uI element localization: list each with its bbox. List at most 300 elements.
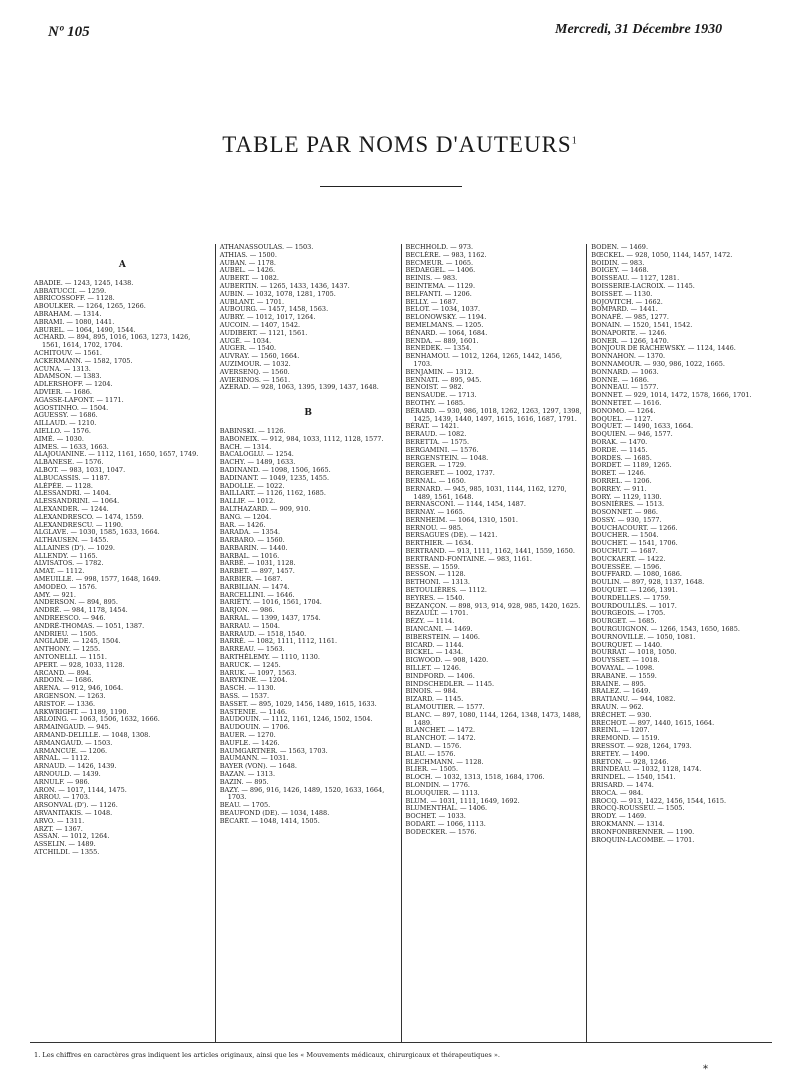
- author-entry: BROCQ-ROUSSEU. — 1505.: [591, 804, 685, 813]
- author-entry: AMY. — 921.: [34, 590, 76, 599]
- author-entry: BONJOUR DE RACHEWSKY. — 1124, 1446.: [591, 344, 736, 353]
- author-entry: BEMELMANS. — 1205.: [405, 320, 484, 329]
- author-entry: AUBRY. — 1012, 1017, 1264.: [219, 313, 316, 322]
- issue-number: Nº 105: [48, 24, 90, 40]
- author-entry: BARADA. — 1354.: [219, 528, 281, 537]
- author-entry: BERAUD. — 1082.: [405, 430, 467, 439]
- author-entry: ACHARD. — 894, 895, 1016, 1063, 1273, 1426, 1561, 1614, 1702, 1704.: [34, 333, 191, 350]
- author-entry: BOUESSÉE. — 1596.: [591, 562, 662, 571]
- author-entry: AMEUILLE. — 998, 1577, 1648, 1649.: [34, 575, 161, 584]
- author-entry: BENHAMOU. — 1012, 1264, 1265, 1442, 1456, 1703.: [405, 352, 562, 368]
- author-entry: BARRAU. — 1504.: [219, 621, 280, 630]
- author-entry: BEDAEGEL. — 1406.: [405, 266, 476, 275]
- author-entry: APERT. — 928, 1033, 1128.: [34, 660, 125, 669]
- author-entry: ALAJOUANINE. — 1112, 1161, 1650, 1657, 1749.: [34, 450, 199, 459]
- author-entry: AIMÉ. — 1030.: [34, 434, 84, 443]
- author-entry: BAILLART. — 1126, 1162, 1685.: [219, 489, 326, 498]
- author-entry: AUBERT. — 1082.: [219, 274, 279, 283]
- author-entry: BARBET. — 897, 1457.: [219, 567, 295, 576]
- author-entry: BERGAMINI. — 1576.: [405, 445, 479, 454]
- author-entry: AUBAN. — 1178.: [219, 258, 276, 267]
- author-entry: BRALEZ. — 1649.: [591, 687, 651, 696]
- author-entry: BREINL. — 1207.: [591, 726, 650, 735]
- author-entry: BENJAMIN. — 1312.: [405, 367, 474, 376]
- author-entry: BOVAYAL. — 1098.: [591, 664, 655, 673]
- author-entry: ATHIAS. — 1500.: [219, 250, 277, 259]
- author-entry: BONNARD. — 1063.: [591, 367, 659, 376]
- author-entry: BASTENIE. — 1146.: [219, 707, 288, 716]
- section-letter: A: [118, 260, 126, 270]
- author-entry: ARGENSON. — 1263.: [34, 692, 106, 701]
- author-entry: BARBARIN. — 1440.: [219, 543, 288, 552]
- author-entry: ALEXANDER. — 1244.: [34, 504, 109, 513]
- footnote-rule: [30, 1042, 772, 1043]
- author-entry: BOURGET. — 1685.: [591, 617, 657, 626]
- author-entry: BLOUQUIER. — 1113.: [405, 788, 480, 797]
- author-entry: BELONOWSKY. — 1194.: [405, 313, 487, 322]
- author-entry: AGUESSY. — 1686.: [34, 411, 98, 420]
- author-entry: AUZIMOUR. — 1032.: [219, 359, 291, 368]
- author-entry: ANDRIEU. — 1505.: [34, 629, 98, 638]
- author-entry: AUBEL. — 1426.: [219, 266, 276, 275]
- author-entry: BERSAGUES (DE). — 1421.: [405, 531, 498, 540]
- author-entry: BOUCHACOURT. — 1266.: [591, 523, 678, 532]
- author-entry: BICKEL. — 1434.: [405, 648, 464, 657]
- author-entry: ABOULKER. — 1264, 1265, 1266.: [34, 302, 146, 311]
- author-entry: BOUYSSET. — 1018.: [591, 656, 660, 665]
- author-entry: BOJOVITCH. — 1662.: [591, 297, 663, 306]
- author-entry: BONOMO. — 1264.: [591, 406, 656, 415]
- author-entry: BOISSEAU. — 1127, 1281.: [591, 274, 680, 283]
- author-entry: BONAIN. — 1520, 1541, 1542.: [591, 320, 693, 329]
- author-entry: ABBATUCCI. — 1259.: [34, 286, 107, 295]
- author-entry: BELOT. — 1034, 1037.: [405, 305, 481, 314]
- author-entry: ASSAN. — 1012, 1264.: [34, 832, 110, 841]
- author-entry: BRECHOT. — 897, 1440, 1615, 1664.: [591, 718, 715, 727]
- section-letter: B: [304, 408, 312, 419]
- author-entry: ATCHILDI. — 1355.: [34, 847, 100, 856]
- author-entry: AUGÉ. — 1034.: [219, 336, 272, 345]
- author-entry: BOQUET. — 1490, 1633, 1664.: [591, 422, 694, 431]
- author-entry: BINDFORD. — 1406.: [405, 671, 475, 680]
- author-entry: BONNE. — 1686.: [591, 375, 649, 384]
- author-entry: BŒCKEL. — 928, 1050, 1144, 1457, 1472.: [591, 250, 733, 259]
- author-entry: BEZANÇON. — 898, 913, 914, 928, 985, 1420, 1625.: [405, 601, 581, 610]
- author-entry: BETHONI. — 1313.: [405, 578, 470, 587]
- author-entry: BINOIS. — 984.: [405, 687, 458, 696]
- author-entry: BRETEY. — 1490.: [591, 749, 650, 758]
- author-entry: BRABANE. — 1559.: [591, 671, 657, 680]
- author-entry: BORY. — 1129, 1130.: [591, 492, 662, 501]
- author-entry: BENEDEK. — 1354.: [405, 344, 472, 353]
- author-entry: BORDE. — 1145.: [591, 445, 648, 454]
- author-entry: BOIDIN. — 983.: [591, 258, 645, 267]
- author-entry: BOURDELLES. — 1759.: [591, 593, 671, 602]
- index-column-2: [215, 244, 401, 1042]
- author-entry: BADINAND. — 1098, 1506, 1665.: [219, 465, 331, 474]
- author-entry: ADVIER. — 1686.: [34, 387, 92, 396]
- author-entry: BARCELLINI. — 1646.: [219, 590, 295, 599]
- author-entry: BOISSERIE-LACROIX. — 1145.: [591, 281, 695, 290]
- author-entry: BRINDEL. — 1540, 1541.: [591, 773, 676, 782]
- author-entry: BOUCKAERT. — 1422.: [591, 554, 666, 563]
- author-entry: BASS. — 1537.: [219, 692, 270, 701]
- author-index-columns: [30, 244, 772, 1042]
- author-entry: ARZT. — 1367.: [34, 824, 83, 833]
- author-entry: ALÉPÉE. — 1128.: [34, 481, 93, 490]
- author-entry: ARNOULD. — 1439.: [34, 770, 101, 778]
- author-entry: ARVANITAKIS. — 1048.: [34, 808, 113, 817]
- author-entry: BLIER. — 1505.: [405, 765, 459, 774]
- author-entry: BABINSKI. — 1126.: [219, 426, 286, 435]
- author-entry: ACKERMANN. — 1582, 1705.: [34, 356, 133, 365]
- index-column-1: [30, 244, 215, 1042]
- author-entry: BARRAUD. — 1518, 1540.: [219, 629, 307, 638]
- author-entry: ANTHONY. — 1255.: [34, 645, 101, 654]
- author-entry: AGOSTINHO. — 1504.: [34, 403, 109, 412]
- author-entry: ADLERSHOFF. — 1204.: [34, 380, 113, 389]
- author-entry: BACH. — 1314.: [219, 442, 272, 451]
- author-entry: BONAFÉ. — 985, 1277.: [591, 313, 669, 322]
- author-entry: BLONDIN. — 1776.: [405, 780, 470, 789]
- author-entry: ARMAINGAUD. — 945.: [34, 723, 111, 732]
- author-entry: BLUMENTHAL. — 1406.: [405, 804, 488, 813]
- author-entry: BRAUN. — 962.: [591, 703, 644, 712]
- author-entry: BAUDOUIN. — 1112, 1161, 1246, 1502, 1504.: [219, 715, 373, 724]
- author-entry: ADAMSON. — 1383.: [34, 372, 102, 381]
- author-entry: ANDREESCO. — 946.: [34, 614, 106, 623]
- author-entry: BLUM. — 1031, 1111, 1649, 1692.: [405, 796, 520, 805]
- author-entry: AUBLANT. — 1701.: [219, 297, 285, 306]
- author-entry: BÉRAT. — 1421.: [405, 422, 459, 431]
- author-entry: BERNHEIM. — 1064, 1310, 1501.: [405, 515, 518, 524]
- author-entry: BALLIF. — 1012.: [219, 497, 276, 506]
- author-entry: BEAUFOND (DE). — 1034, 1488.: [219, 808, 330, 817]
- author-entry: BÉNARD. — 1064, 1684.: [405, 328, 488, 337]
- author-entry: ARENA. — 912, 946, 1064.: [34, 684, 124, 693]
- author-entry: BARYKINE. — 1204.: [219, 676, 288, 685]
- author-entry: BARRAL. — 1399, 1437, 1754.: [219, 614, 321, 623]
- author-entry: ALESSANDRINI. — 1064.: [34, 497, 120, 506]
- author-entry: ALLENDY. — 1165.: [34, 551, 98, 560]
- author-entry: BÉCART. — 1048, 1414, 1505.: [219, 816, 320, 825]
- author-entry: AIMES. — 1633, 1663.: [34, 442, 109, 451]
- author-entry: BROCA. — 984.: [591, 788, 644, 797]
- author-entry: BENDA. — 889, 1601.: [405, 336, 479, 345]
- author-entry: BOCHET. — 1033.: [405, 812, 466, 821]
- author-entry: BERTRAND. — 913, 1111, 1162, 1441, 1559, 1650.: [405, 547, 575, 556]
- author-entry: ALTHAUSEN. — 1455.: [34, 536, 109, 545]
- author-entry: BRISARD. — 1474.: [591, 780, 654, 789]
- title-footnote-mark: 1: [571, 135, 578, 147]
- author-entry: ABRICOSSOFF. — 1128.: [34, 294, 115, 303]
- author-entry: ARNULF. — 986.: [34, 777, 90, 786]
- author-entry: AMODEO. — 1576.: [34, 582, 97, 591]
- author-entry: BONER. — 1266, 1470.: [591, 336, 669, 345]
- author-entry: BENSAUDE. — 1713.: [405, 391, 477, 400]
- author-entry: BELFANTI. — 1206.: [405, 289, 472, 298]
- author-entry: BARBAL. — 1016.: [219, 551, 280, 560]
- author-entry: ARMAND-DELILLE. — 1048, 1308.: [34, 731, 151, 740]
- page-title-text: TABLE PAR NOMS D'AUTEURS: [222, 132, 572, 157]
- author-entry: BERETTA. — 1575.: [405, 437, 470, 446]
- author-entry: BARBILIAN. — 1474.: [219, 582, 290, 591]
- author-entry: BAUER. — 1270.: [219, 731, 276, 740]
- author-entry: BIBERSTEIN. — 1406.: [405, 632, 480, 641]
- author-entry: BERGER. — 1729.: [405, 461, 467, 470]
- author-entry: BAZAN. — 1313.: [219, 770, 276, 778]
- author-entry: BECHHOLD. — 973.: [405, 244, 474, 251]
- author-entry: BERTHIER. — 1634.: [405, 539, 474, 548]
- author-entry: BERGENSTEIN. — 1048.: [405, 453, 489, 462]
- author-entry: BICARD. — 1144.: [405, 640, 464, 649]
- index-column-4: [586, 244, 772, 1042]
- author-entry: BEOTHY. — 1685.: [405, 398, 466, 407]
- author-entry: AUBOURG. — 1457, 1458, 1563.: [219, 305, 329, 314]
- author-entry: BOURGUIGNON. — 1266, 1543, 1650, 1685.: [591, 625, 740, 634]
- author-entry: BOURGEOIS. — 1705.: [591, 609, 666, 618]
- author-entry: ALESSANDRI. — 1404.: [34, 489, 111, 498]
- author-entry: BRESSOT. — 928, 1264, 1793.: [591, 742, 692, 750]
- author-entry: BOUCHET. — 1541, 1706.: [591, 539, 678, 548]
- author-entry: BARBARO. — 1560.: [219, 536, 285, 545]
- author-entry: ANDERSON. — 894, 895.: [34, 598, 118, 607]
- author-entry: BOUCHER. — 1504.: [591, 531, 659, 540]
- author-entry: ARON. — 1017, 1144, 1475.: [34, 785, 127, 794]
- author-entry: BACHY. — 1489, 1633.: [219, 458, 296, 467]
- author-entry: BEAU. — 1705.: [219, 801, 271, 810]
- author-entry: BLAND. — 1576.: [405, 742, 462, 750]
- author-entry: ABRAHAM. — 1314.: [34, 309, 102, 318]
- author-entry: BESSE. — 1559.: [405, 562, 460, 571]
- author-entry: BALTHAZARD. — 909, 910.: [219, 504, 311, 513]
- author-entry: BENNATI. — 895, 945.: [405, 375, 482, 384]
- author-entry: BOSNIÈRES. — 1513.: [591, 500, 665, 509]
- author-entry: BAUDOUIN. — 1706.: [219, 723, 290, 732]
- author-entry: BLECHMANN. — 1128.: [405, 757, 484, 766]
- author-entry: BEINIS. — 983.: [405, 274, 458, 283]
- author-entry: ARSONVAL (D'). — 1126.: [34, 801, 118, 810]
- author-entry: AZERAD. — 928, 1063, 1395, 1399, 1437, 1648.: [219, 383, 379, 392]
- author-entry: BOQUEL. — 1127.: [591, 414, 653, 423]
- author-entry: BRINDEAU. — 1032, 1128, 1474.: [591, 765, 702, 774]
- asterisk-mark: *: [703, 1064, 708, 1075]
- author-entry: BOMPARD. — 1441.: [591, 305, 658, 314]
- author-entry: BIGWOOD. — 908, 1420.: [405, 656, 489, 665]
- author-entry: BREMOND. — 1519.: [591, 734, 660, 743]
- author-entry: ANTONELLI. — 1151.: [34, 653, 107, 662]
- author-entry: BORREL. — 1206.: [591, 476, 652, 485]
- author-entry: BRETON. — 928, 1246.: [591, 757, 669, 766]
- author-entry: BAZY. — 896, 916, 1426, 1489, 1520, 1633, 1664, 1703.: [219, 785, 385, 802]
- author-entry: ACHITOUV. — 1561.: [34, 348, 102, 357]
- author-entry: BERNAL. — 1650.: [405, 476, 466, 485]
- author-entry: BOURRAT. — 1018, 1050.: [591, 648, 677, 657]
- author-entry: AUDIBERT. — 1121, 1561.: [219, 328, 308, 337]
- author-entry: BÉRARD. — 930, 986, 1018, 1262, 1263, 1297, 1398, 1425, 1439, 1440, 1497, 1615, 1616, 1687, 1791.: [405, 406, 582, 423]
- author-entry: BAR. — 1426.: [219, 520, 266, 529]
- author-entry: ALBUCASSIS. — 1187.: [34, 473, 110, 482]
- author-entry: BAUFLE. — 1426.: [219, 738, 280, 747]
- author-entry: AIELLO. — 1576.: [34, 426, 91, 435]
- author-entry: BERGERET. — 1002, 1737.: [405, 469, 495, 478]
- author-entry: BORREY. — 911.: [591, 484, 647, 493]
- author-entry: BORAK. — 1470.: [591, 437, 648, 446]
- author-entry: ARISTOF. — 1336.: [34, 699, 96, 708]
- author-entry: BLANCHOT. — 1472.: [405, 734, 476, 743]
- author-entry: BONNAMOUR. — 930, 986, 1022, 1665.: [591, 359, 725, 368]
- author-entry: BENOIST. — 982.: [405, 383, 464, 392]
- author-entry: ARMANCUE. — 1206.: [34, 746, 108, 755]
- author-entry: BORDES. — 1685.: [591, 453, 652, 462]
- author-entry: BELLY. — 1687.: [405, 297, 458, 306]
- author-entry: BOUCHUT. — 1687.: [591, 547, 658, 556]
- author-entry: BOSONNET. — 986.: [591, 508, 658, 517]
- author-entry: BETOULIÈRES. — 1112.: [405, 586, 487, 595]
- author-entry: BROQUIN-LACOMBE. — 1701.: [591, 835, 695, 844]
- author-entry: BLANCHET. — 1472.: [405, 726, 476, 735]
- author-entry: ABUREL. — 1064, 1490, 1544.: [34, 325, 136, 334]
- author-entry: BOUQUET. — 1266, 1391.: [591, 586, 678, 595]
- author-entry: ARVO. — 1311.: [34, 816, 85, 825]
- author-entry: BRONFONBRENNER. — 1190.: [591, 827, 695, 836]
- author-entry: BODEN. — 1469.: [591, 244, 649, 251]
- author-entry: BLAMOUTIER. — 1577.: [405, 703, 485, 712]
- author-entry: BECLÈRE. — 983, 1162.: [405, 250, 487, 259]
- author-entry: BILLET. — 1246.: [405, 664, 461, 673]
- author-entry: BARBÉ. — 1031, 1128.: [219, 559, 296, 568]
- author-entry: AUBIN. — 1032, 1078, 1281, 1705.: [219, 289, 336, 298]
- author-entry: BERNASCONI. — 1144, 1454, 1487.: [405, 500, 526, 509]
- author-entry: BEINTEMA. — 1129.: [405, 281, 476, 290]
- author-entry: BROKMANN. — 1314.: [591, 819, 665, 828]
- author-entry: BOURDOULLÉS. — 1017.: [591, 601, 677, 610]
- author-entry: BACALOGLU. — 1254.: [219, 450, 294, 459]
- author-entry: ARMANGAUD. — 1503.: [34, 738, 113, 747]
- author-entry: BERNAY. — 1665.: [405, 508, 465, 517]
- author-entry: BÉZY. — 1114.: [405, 617, 455, 626]
- footnote: 1. Les chiffres en caractères gras indiquent les articles originaux, ainsi que les « Mouvements médicaux, chirurgicaux et thérapeutiques ».: [34, 1051, 500, 1059]
- author-entry: ASSELIN. — 1489.: [34, 840, 96, 849]
- author-entry: ARDOIN. — 1686.: [34, 676, 94, 685]
- author-entry: AMAT. — 1112.: [34, 567, 85, 576]
- author-entry: ARNAL. — 1112.: [34, 754, 90, 763]
- author-entry: ALEXANDRESCU. — 1190.: [34, 520, 123, 529]
- author-entry: ATHANASSOULAS. — 1503.: [219, 244, 314, 251]
- author-entry: BLANC. — 897, 1080, 1144, 1264, 1348, 1473, 1488, 1489.: [405, 710, 581, 727]
- author-entry: BONNAHON. — 1370.: [591, 352, 666, 361]
- author-entry: AILLAUD. — 1210.: [34, 419, 97, 428]
- title-rule: [320, 186, 462, 187]
- author-entry: BADOLLE. — 1022.: [219, 481, 285, 490]
- index-column-3: [401, 244, 587, 1042]
- author-entry: BARIÉTY. — 1016, 1561, 1704.: [219, 598, 322, 607]
- author-entry: BEYRES. — 1540.: [405, 593, 465, 602]
- author-entry: BOQUIEN. — 946, 1577.: [591, 430, 673, 439]
- author-entry: BONAPORTE. — 1246.: [591, 328, 667, 337]
- author-entry: AUCOIN. — 1407, 1542.: [219, 320, 301, 329]
- author-entry: BORET. — 1246.: [591, 469, 646, 478]
- author-entry: BARRÉ. — 1082, 1111, 1112, 1161.: [219, 637, 338, 646]
- author-entry: BOISSET. — 1130.: [591, 289, 653, 298]
- author-entry: BAUMGARTNER. — 1563, 1703.: [219, 746, 328, 755]
- author-entry: BANG. — 1204.: [219, 512, 272, 521]
- author-entry: AUGER. — 1540.: [219, 344, 277, 353]
- issue-date: Mercredi, 31 Décembre 1930: [555, 22, 723, 37]
- author-entry: BODART. — 1066, 1113.: [405, 819, 486, 828]
- author-entry: BERNOU. — 985.: [405, 523, 463, 532]
- author-entry: ANDRÉ-THOMAS. — 1051, 1387.: [34, 621, 145, 630]
- author-entry: BLOCH. — 1032, 1313, 1518, 1684, 1706.: [405, 773, 545, 782]
- author-entry: ARNAUD. — 1426, 1439.: [34, 762, 117, 771]
- author-entry: BONNET. — 929, 1014, 1472, 1578, 1666, 1701.: [591, 391, 752, 400]
- author-entry: BARBIER. — 1687.: [219, 575, 283, 584]
- page-title: [0, 132, 800, 158]
- author-entry: ANDRÉ. — 984, 1178, 1454.: [34, 606, 128, 615]
- author-entry: BAYER (VON). — 1648.: [219, 762, 297, 771]
- author-entry: ABADIE. — 1243, 1245, 1438.: [34, 278, 134, 287]
- author-entry: ALGLAVE. — 1030, 1585, 1633, 1664.: [34, 528, 160, 537]
- author-entry: BRATIANU. — 944, 1082.: [591, 695, 676, 704]
- author-entry: BIZARD. — 1145.: [405, 695, 464, 704]
- author-entry: ALEXANDRESCO. — 1474, 1559.: [34, 512, 144, 521]
- author-entry: BASSET. — 895, 1029, 1456, 1489, 1615, 1633.: [219, 699, 377, 708]
- author-entry: BASCH. — 1130.: [219, 684, 276, 693]
- author-entry: ABRAMI. — 1080, 1441.: [34, 317, 115, 326]
- author-entry: ANGLADE. — 1245, 1504.: [34, 637, 121, 646]
- author-entry: BOSSY. — 930, 1577.: [591, 515, 662, 524]
- author-entry: BINDSCHEDLER. — 1145.: [405, 679, 495, 688]
- author-entry: AGASSE-LAFONT. — 1171.: [34, 395, 124, 404]
- author-entry: ALBOT. — 983, 1031, 1047.: [34, 465, 126, 474]
- author-entry: ARLOING. — 1063, 1506, 1632, 1666.: [34, 715, 160, 724]
- author-entry: BERNARD. — 945, 985, 1031, 1144, 1162, 1270, 1489, 1561, 1648.: [405, 484, 567, 501]
- author-entry: BORDET. — 1189, 1265.: [591, 461, 672, 470]
- author-entry: BROCQ. — 913, 1422, 1456, 1544, 1615.: [591, 796, 727, 805]
- author-entry: ARROU. — 1703.: [34, 793, 90, 802]
- author-entry: BOULIN. — 897, 928, 1137, 1648.: [591, 578, 705, 587]
- author-entry: ARCAND. — 894.: [34, 668, 92, 677]
- author-entry: BIANCANI. — 1469.: [405, 625, 473, 634]
- author-entry: BONNETET. — 1616.: [591, 398, 662, 407]
- author-entry: BARUCK. — 1245.: [219, 660, 281, 669]
- author-entry: AVIERINOS. — 1561.: [219, 375, 291, 384]
- author-entry: AVERSENQ. — 1560.: [219, 367, 290, 376]
- author-entry: BEZAULT. — 1701.: [405, 609, 469, 618]
- author-entry: BOUFFARD. — 1080, 1686.: [591, 570, 682, 579]
- author-entry: BOIGEY. — 1468.: [591, 266, 649, 275]
- author-entry: ALBANESE. — 1576.: [34, 458, 104, 467]
- author-entry: BRODY. — 1469.: [591, 812, 647, 821]
- author-entry: ALLAINES (D'). — 1029.: [34, 543, 115, 552]
- author-entry: BARUK. — 1097, 1563.: [219, 668, 297, 677]
- author-entry: BAZIN. — 895.: [219, 777, 269, 786]
- author-entry: BERTRAND-FONTAINE. — 983, 1161.: [405, 554, 532, 563]
- author-entry: BODECKER. — 1576.: [405, 827, 477, 836]
- author-entry: AUBERTIN. — 1265, 1433, 1436, 1437.: [219, 281, 350, 290]
- author-entry: BARJON. — 986.: [219, 606, 275, 615]
- author-entry: ALVISATOS. — 1782.: [34, 559, 104, 568]
- author-entry: BRAINE. — 895.: [591, 679, 646, 688]
- author-entry: BAUMANN. — 1031.: [219, 754, 289, 763]
- author-entry: BARTHÉLEMY. — 1110, 1130.: [219, 653, 320, 662]
- author-entry: BOURNOVILLE. — 1050, 1081.: [591, 632, 696, 641]
- author-entry: BONNEAU. — 1577.: [591, 383, 659, 392]
- author-entry: BRÉCHET. — 930.: [591, 710, 652, 719]
- author-entry: BECMEUR. — 1065.: [405, 258, 474, 267]
- author-entry: BOURQUET. — 1440.: [591, 640, 663, 649]
- author-entry: BARREAU. — 1563.: [219, 645, 285, 654]
